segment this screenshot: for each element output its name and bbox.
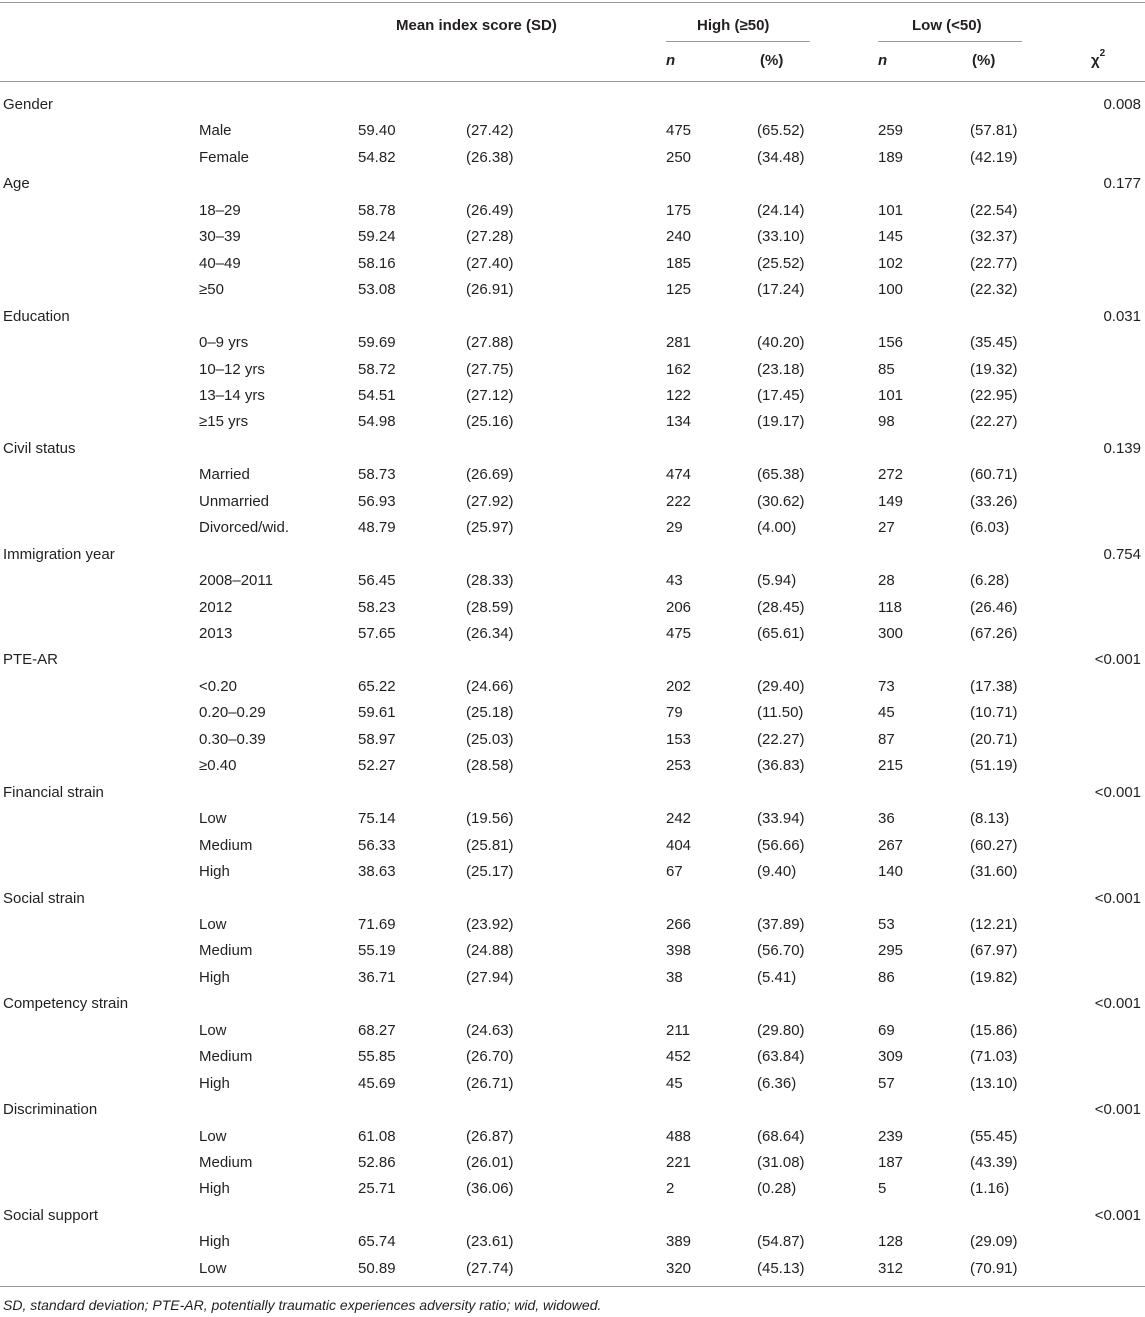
high-pct: (33.94)	[757, 810, 805, 828]
mean-score: 65.74	[358, 1233, 396, 1251]
row-label: 2008–2011	[199, 572, 273, 590]
high-pct: (19.17)	[757, 413, 805, 431]
row-label: 13–14 yrs	[199, 386, 265, 404]
low-n: 149	[878, 492, 904, 510]
low-n: 101	[878, 386, 904, 404]
mean-score: 75.14	[358, 810, 396, 828]
mean-score: 50.89	[358, 1259, 396, 1277]
table-footnote: SD, standard deviation; PTE-AR, potentially traumatic experiences adversity ratio; wid, widowed.	[3, 1297, 602, 1313]
high-n: 488	[666, 1127, 692, 1145]
sd-value: (25.97)	[466, 519, 514, 537]
row-label: 0.20–0.29	[199, 704, 266, 722]
high-pct: (45.13)	[757, 1259, 805, 1277]
low-pct: (55.45)	[970, 1127, 1018, 1145]
low-pct: (19.82)	[970, 968, 1018, 986]
low-pct: (42.19)	[970, 148, 1018, 166]
row-label: Low	[199, 1127, 227, 1145]
high-n: 162	[666, 360, 692, 378]
low-pct: (8.13)	[970, 810, 1010, 828]
mean-score: 58.72	[358, 360, 396, 378]
sd-value: (27.42)	[466, 122, 514, 140]
low-n: 36	[878, 810, 895, 828]
low-pct: (19.32)	[970, 360, 1018, 378]
sd-value: (26.38)	[466, 148, 514, 166]
high-pct: (5.41)	[757, 968, 797, 986]
low-pct: (26.46)	[970, 598, 1018, 616]
low-pct: (70.91)	[970, 1259, 1018, 1277]
chi-square-value: <0.001	[1094, 889, 1141, 907]
mean-score: 55.85	[358, 1048, 396, 1066]
row-label: 0–9 yrs	[199, 334, 249, 352]
chi-square-value: 0.031	[1103, 307, 1141, 325]
low-pct: (6.28)	[970, 572, 1010, 590]
sd-value: (28.59)	[466, 598, 514, 616]
high-n: 43	[666, 572, 683, 590]
low-pct: (67.97)	[970, 942, 1018, 960]
chi-square-header	[1091, 48, 1106, 70]
high-n: 221	[666, 1154, 692, 1171]
low-n: 156	[878, 334, 904, 352]
high-pct: (25.52)	[757, 254, 805, 272]
low-n: 28	[878, 572, 895, 590]
high-n: 45	[666, 1074, 683, 1092]
header-bottom-rule	[0, 81, 1145, 82]
high-n: 122	[666, 386, 692, 404]
row-label: 2013	[199, 625, 233, 642]
low-pct: (32.37)	[970, 228, 1018, 246]
high-n: 253	[666, 757, 692, 775]
sd-value: (25.03)	[466, 730, 514, 748]
high-n: 67	[666, 863, 683, 881]
high-n: 185	[666, 254, 692, 272]
sd-value: (26.69)	[466, 466, 514, 484]
sd-value: (27.92)	[466, 492, 514, 510]
high-pct: (34.48)	[757, 148, 805, 166]
low-n: 215	[878, 757, 904, 775]
sd-value: (27.28)	[466, 228, 514, 246]
sd-value: (28.58)	[466, 757, 514, 775]
high-n: 29	[666, 519, 683, 537]
high-pct: (68.64)	[757, 1127, 805, 1145]
low-pct: (35.45)	[970, 334, 1018, 352]
sd-value: (24.88)	[466, 942, 514, 960]
row-label: 2012	[199, 598, 233, 616]
low-pct: (12.21)	[970, 915, 1018, 933]
low-n: 86	[878, 968, 895, 986]
mean-score: 25.71	[358, 1180, 396, 1198]
sd-value: (26.70)	[466, 1048, 514, 1066]
sd-value: (24.66)	[466, 677, 514, 695]
low-pct: (22.95)	[970, 386, 1018, 404]
row-label: 18–29	[199, 201, 241, 219]
low-n-header: n	[878, 52, 888, 69]
low-n: 272	[878, 466, 904, 484]
high-n: 389	[666, 1233, 692, 1251]
sd-value: (27.94)	[466, 968, 514, 986]
group-label: Age	[3, 175, 30, 193]
low-pct: (20.71)	[970, 730, 1018, 748]
high-n: 320	[666, 1259, 692, 1277]
mean-score: 58.23	[358, 598, 396, 616]
high-pct: (63.84)	[757, 1048, 805, 1066]
mean-score: 54.82	[358, 148, 396, 166]
high-pct: (24.14)	[757, 201, 805, 219]
mean-score: 45.69	[358, 1074, 396, 1092]
mean-score: 58.78	[358, 201, 396, 219]
mean-score: 58.73	[358, 466, 396, 484]
row-label: Unmarried	[199, 492, 270, 510]
high-n: 242	[666, 810, 692, 828]
table-bottom-rule	[0, 1286, 1145, 1287]
group-label: Financial strain	[3, 783, 104, 801]
low-pct: (29.09)	[970, 1233, 1018, 1251]
high-n: 398	[666, 942, 692, 960]
low-n: 239	[878, 1127, 904, 1145]
high-pct: (31.08)	[757, 1154, 805, 1171]
low-n: 87	[878, 730, 895, 748]
high-n: 474	[666, 466, 692, 484]
mean-score: 58.16	[358, 254, 396, 272]
low-n: 85	[878, 360, 895, 378]
group-label: Immigration year	[3, 545, 115, 563]
sd-value: (26.49)	[466, 201, 514, 219]
sd-value: (25.18)	[466, 704, 514, 722]
chi-superscript: 2	[1099, 48, 1106, 59]
mean-score: 52.27	[358, 757, 396, 775]
row-label: Married	[199, 466, 250, 484]
row-label: <0.20	[199, 677, 237, 695]
row-label: 30–39	[199, 228, 241, 246]
group-label: Social support	[3, 1206, 99, 1224]
high-pct: (56.70)	[757, 942, 805, 960]
sd-value: (27.74)	[466, 1259, 514, 1277]
high-n: 250	[666, 148, 692, 166]
sd-value: (23.92)	[466, 915, 514, 933]
group-label: Competency strain	[3, 995, 129, 1013]
high-pct: (36.83)	[757, 757, 805, 775]
high-pct: (65.38)	[757, 466, 805, 484]
chi-square-value: 0.139	[1103, 439, 1141, 457]
sd-value: (25.16)	[466, 413, 514, 431]
high-n: 211	[666, 1021, 690, 1039]
high-n: 175	[666, 201, 692, 219]
high-n: 266	[666, 915, 692, 933]
chi-square-value: <0.001	[1094, 1206, 1141, 1224]
low-group-header: Low (<50)	[912, 17, 982, 34]
chi-square-value: 0.008	[1103, 96, 1141, 113]
chi-square-value: 0.754	[1103, 545, 1141, 563]
high-pct: (22.27)	[757, 730, 805, 748]
low-n: 98	[878, 413, 895, 431]
high-pct: (17.45)	[757, 386, 805, 404]
low-pct: (57.81)	[970, 122, 1018, 140]
high-pct: (65.61)	[757, 625, 805, 642]
chi-square-value: 0.177	[1103, 175, 1141, 193]
mean-score: 59.24	[358, 228, 396, 246]
sd-value: (27.40)	[466, 254, 514, 272]
high-pct: (9.40)	[757, 863, 797, 881]
group-label: Gender	[3, 96, 54, 113]
group-label: PTE-AR	[3, 651, 59, 669]
sd-value: (25.17)	[466, 863, 514, 881]
high-n: 134	[666, 413, 692, 431]
high-n: 475	[666, 122, 692, 140]
low-n: 118	[878, 598, 902, 616]
low-pct: (22.54)	[970, 201, 1018, 219]
sd-value: (26.87)	[466, 1127, 514, 1145]
high-group-rule	[666, 41, 810, 42]
mean-score: 65.22	[358, 677, 396, 695]
high-pct: (65.52)	[757, 122, 805, 140]
low-n: 102	[878, 254, 904, 272]
low-pct: (22.27)	[970, 413, 1018, 431]
mean-score: 58.97	[358, 730, 396, 748]
row-label: Low	[199, 1021, 227, 1039]
mean-score: 52.86	[358, 1154, 396, 1171]
mean-score: 57.65	[358, 625, 396, 642]
high-n: 125	[666, 281, 692, 299]
low-n: 259	[878, 122, 904, 140]
row-label: Medium	[199, 942, 253, 960]
low-pct: (67.26)	[970, 625, 1018, 642]
mean-score: 56.33	[358, 836, 396, 854]
low-n: 69	[878, 1021, 895, 1039]
row-label: ≥0.40	[199, 757, 237, 775]
sd-value: (24.63)	[466, 1021, 514, 1039]
mean-score: 59.69	[358, 334, 396, 352]
chi-square-value: <0.001	[1094, 1101, 1141, 1119]
low-n: 187	[878, 1154, 904, 1171]
group-label: Civil status	[3, 439, 76, 457]
row-label: Divorced/wid.	[199, 519, 290, 537]
sd-value: (25.81)	[466, 836, 514, 854]
mean-score: 54.51	[358, 386, 396, 404]
mean-score: 54.98	[358, 413, 396, 431]
mean-score: 61.08	[358, 1127, 396, 1145]
low-pct: (15.86)	[970, 1021, 1018, 1039]
low-n: 53	[878, 915, 895, 933]
sd-value: (26.01)	[466, 1154, 514, 1171]
mean-score: 53.08	[358, 281, 396, 299]
high-pct: (6.36)	[757, 1074, 797, 1092]
mean-score: 36.71	[358, 968, 396, 986]
high-pct: (29.40)	[757, 677, 805, 695]
high-pct: (23.18)	[757, 360, 805, 378]
high-n-header: n	[666, 52, 676, 69]
high-n: 452	[666, 1048, 692, 1066]
row-label: High	[199, 1233, 230, 1251]
high-n: 222	[666, 492, 692, 510]
sd-value: (27.88)	[466, 334, 514, 352]
row-label: High	[199, 1074, 230, 1092]
row-label: Low	[199, 915, 227, 933]
low-n: 267	[878, 836, 904, 854]
low-n: 300	[878, 625, 904, 642]
low-n: 128	[878, 1233, 904, 1251]
low-n: 5	[878, 1180, 887, 1198]
chi-square-value: <0.001	[1094, 783, 1141, 801]
sd-value: (27.12)	[466, 386, 514, 404]
row-label: High	[199, 1180, 230, 1198]
sd-value: (36.06)	[466, 1180, 514, 1198]
sd-value: (23.61)	[466, 1233, 514, 1251]
low-group-rule	[878, 41, 1022, 42]
low-pct: (33.26)	[970, 492, 1018, 510]
mean-score: 68.27	[358, 1021, 396, 1039]
low-n: 145	[878, 228, 904, 246]
sd-value: (26.71)	[466, 1074, 514, 1092]
row-label: 0.30–0.39	[199, 730, 266, 748]
top-rule	[0, 2, 1145, 3]
high-pct: (17.24)	[757, 281, 805, 299]
high-pct: (5.94)	[757, 572, 797, 590]
high-pct: (40.20)	[757, 334, 805, 352]
mean-score: 59.61	[358, 704, 396, 722]
high-pct: (0.28)	[757, 1180, 797, 1198]
sd-value: (26.34)	[466, 625, 514, 642]
low-pct: (10.71)	[970, 704, 1018, 722]
low-pct: (71.03)	[970, 1048, 1018, 1066]
sd-value: (27.75)	[466, 360, 514, 378]
group-label: Education	[3, 307, 70, 325]
low-pct: (22.32)	[970, 281, 1018, 299]
low-n: 27	[878, 519, 895, 537]
mean-score: 55.19	[358, 942, 396, 960]
group-label: Discrimination	[3, 1101, 98, 1119]
chi-symbol: χ	[1091, 52, 1100, 69]
mean-score: 71.69	[358, 915, 396, 933]
low-pct: (6.03)	[970, 519, 1010, 537]
high-pct-header: (%)	[760, 52, 784, 69]
low-pct-header: (%)	[972, 52, 996, 69]
high-n: 240	[666, 228, 692, 246]
row-label: Low	[199, 810, 227, 828]
row-label: Medium	[199, 1154, 253, 1171]
row-label: Female	[199, 148, 250, 166]
high-n: 38	[666, 968, 683, 986]
row-label: Low	[199, 1259, 227, 1277]
low-pct: (43.39)	[970, 1154, 1018, 1171]
row-label: ≥15 yrs	[199, 413, 249, 431]
low-n: 45	[878, 704, 895, 722]
sd-value: (26.91)	[466, 281, 514, 299]
mean-score: 38.63	[358, 863, 396, 881]
low-pct: (13.10)	[970, 1074, 1018, 1092]
sd-value: (19.56)	[466, 810, 514, 828]
row-label: 10–12 yrs	[199, 360, 265, 378]
low-pct: (17.38)	[970, 677, 1018, 695]
row-label: Medium	[199, 1048, 253, 1066]
low-pct: (60.27)	[970, 836, 1018, 854]
high-n: 206	[666, 598, 692, 616]
low-n: 73	[878, 677, 895, 695]
row-label: Medium	[199, 836, 253, 854]
row-label: Male	[199, 122, 232, 140]
mean-score: 56.45	[358, 572, 396, 590]
high-n: 404	[666, 836, 692, 854]
high-n: 153	[666, 730, 692, 748]
row-label: High	[199, 968, 230, 986]
low-pct: (1.16)	[970, 1180, 1010, 1198]
low-n: 100	[878, 281, 904, 299]
high-group-header: High (≥50)	[697, 17, 770, 34]
high-pct: (33.10)	[757, 228, 805, 246]
low-pct: (31.60)	[970, 863, 1018, 881]
low-n: 309	[878, 1048, 904, 1066]
high-pct: (28.45)	[757, 598, 805, 616]
high-pct: (29.80)	[757, 1021, 805, 1039]
high-pct: (11.50)	[757, 704, 804, 722]
row-label: High	[199, 863, 230, 881]
mean-score: 56.93	[358, 492, 396, 510]
chi-square-value: <0.001	[1094, 651, 1141, 669]
low-n: 101	[878, 201, 904, 219]
group-label: Social strain	[3, 889, 85, 907]
high-pct: (4.00)	[757, 519, 797, 537]
high-n: 2	[666, 1180, 675, 1198]
low-n: 295	[878, 942, 904, 960]
mean-score-header: Mean index score (SD)	[396, 17, 557, 34]
high-pct: (37.89)	[757, 915, 805, 933]
high-pct: (56.66)	[757, 836, 805, 854]
high-pct: (30.62)	[757, 492, 805, 510]
high-n: 281	[666, 334, 692, 352]
mean-score: 59.40	[358, 122, 396, 140]
low-pct: (60.71)	[970, 466, 1018, 484]
low-n: 57	[878, 1074, 895, 1092]
high-n: 202	[666, 677, 692, 695]
high-n: 79	[666, 704, 683, 722]
mean-score: 48.79	[358, 519, 396, 537]
low-n: 189	[878, 148, 904, 166]
low-pct: (22.77)	[970, 254, 1018, 272]
low-n: 312	[878, 1259, 904, 1277]
high-pct: (54.87)	[757, 1233, 805, 1251]
high-n: 475	[666, 625, 692, 642]
row-label: ≥50	[199, 281, 224, 299]
low-pct: (51.19)	[970, 757, 1018, 775]
sd-value: (28.33)	[466, 572, 514, 590]
low-n: 140	[878, 863, 904, 881]
chi-square-value: <0.001	[1094, 995, 1141, 1013]
row-label: 40–49	[199, 254, 241, 272]
